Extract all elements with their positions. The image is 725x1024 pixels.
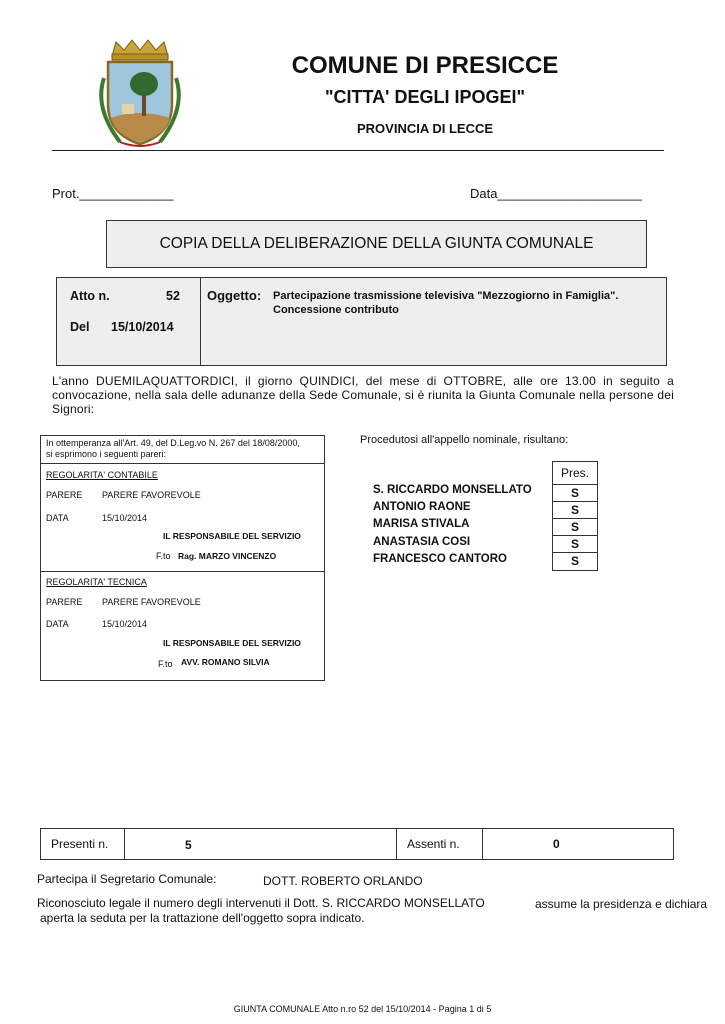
contabile-fto-label: F.to (156, 551, 171, 561)
pres-cell: S (552, 501, 598, 519)
tecnica-parere-label: PARERE (46, 597, 83, 607)
riconosciuto-text-3: aperta la seduta per la trattazione dell'oggetto sopra indicato. (40, 911, 365, 925)
riconosciuto-text-1: Riconosciuto legale il numero degli intervenuti il Dott. S. RICCARDO MONSELLATO (37, 896, 485, 910)
presenti-value: 5 (125, 829, 397, 859)
tecnica-data-label: DATA (46, 619, 69, 629)
municipal-crest (90, 38, 190, 150)
tecnica-fto-name: AVV. ROMANO SILVIA (181, 657, 270, 667)
tecnica-title: REGOLARITA' TECNICA (46, 577, 147, 587)
pres-header: Pres. (552, 461, 598, 485)
page-subtitle: "CITTA' DEGLI IPOGEI" (324, 87, 526, 107)
riconosciuto-text-2: assume la presidenza e dichiara (535, 897, 708, 911)
pareri-intro-line-2: si esprimono i seguenti pareri: (46, 449, 167, 459)
member-name: MARISA STIVALA (373, 518, 470, 530)
pres-cell: S (552, 535, 598, 553)
del-date: 15/10/2014 (111, 320, 174, 334)
totals-row (40, 828, 674, 860)
pareri-divider-1 (40, 463, 325, 464)
header-divider (52, 150, 664, 151)
data-field: Data____________________ (470, 186, 643, 201)
member-name: FRANCESCO CANTORO (373, 553, 507, 565)
pareri-intro (46, 438, 300, 460)
member-name: ANASTASIA COSI (373, 536, 471, 548)
assenti-value: 0 (553, 837, 560, 851)
presenti-label: Presenti n. (41, 829, 125, 859)
contabile-parere-label: PARERE (46, 490, 83, 500)
oggetto-label: Oggetto: (207, 288, 262, 303)
tecnica-fto-label: F.to (158, 659, 173, 669)
document-type-label: COPIA DELLA DELIBERAZIONE DELLA GIUNTA COMUNALE (159, 235, 594, 252)
contabile-data-value: 15/10/2014 (102, 513, 148, 523)
atto-number: 52 (166, 289, 180, 303)
pres-cell: S (552, 518, 598, 536)
pres-cell: S (552, 484, 598, 502)
pres-cell: S (552, 552, 598, 571)
tecnica-parere-value: PARERE FAVOREVOLE (102, 597, 201, 607)
intro-paragraph: L'anno DUEMILAQUATTORDICI, il giorno QUINDICI, del mese di OTTOBRE, alle ore 13.00 in seguito a convocazione, nella sala delle adunanze della Sede Comunale, si è riunita la Giunta Comunale nella persone dei Signori: (52, 374, 674, 416)
segretario-label: Partecipa il Segretario Comunale: (37, 872, 217, 886)
tecnica-data-value: 15/10/2014 (102, 619, 148, 629)
assenti-label: Assenti n. (397, 829, 483, 859)
pareri-intro-line-1: In ottemperanza all'Art. 49, del D.Leg.vo N. 267 del 18/08/2000, (46, 438, 300, 448)
tecnica-responsabile: IL RESPONSABILE DEL SERVIZIO (163, 638, 301, 648)
appello-intro: Procedutosi all'appello nominale, risultano: (360, 434, 569, 446)
oggetto-line-2: Concessione contributo (273, 304, 399, 316)
pareri-divider-2 (40, 571, 325, 572)
contabile-responsabile: IL RESPONSABILE DEL SERVIZIO (163, 531, 301, 541)
contabile-parere-value: PARERE FAVOREVOLE (102, 490, 201, 500)
contabile-data-label: DATA (46, 513, 69, 523)
member-name: ANTONIO RAONE (373, 501, 471, 513)
prot-field: Prot._____________ (52, 186, 174, 201)
document-type-box (106, 220, 647, 268)
contabile-title: REGOLARITA' CONTABILE (46, 470, 158, 480)
oggetto-text (273, 289, 618, 317)
contabile-fto-name: Rag. MARZO VINCENZO (178, 551, 277, 561)
member-name: S. RICCARDO MONSELLATO (373, 484, 532, 496)
atto-label: Atto n. (70, 289, 110, 303)
oggetto-line-1: Partecipazione trasmissione televisiva "Mezzogiorno in Famiglia". (273, 290, 619, 302)
page-title: COMUNE DI PRESICCE (291, 52, 559, 79)
del-label: Del (70, 320, 90, 334)
segretario-name: DOTT. ROBERTO ORLANDO (263, 874, 423, 888)
province-label: PROVINCIA DI LECCE (356, 121, 494, 136)
page-footer: GIUNTA COMUNALE Atto n.ro 52 del 15/10/2014 - Pagina 1 di 5 (233, 1004, 492, 1014)
